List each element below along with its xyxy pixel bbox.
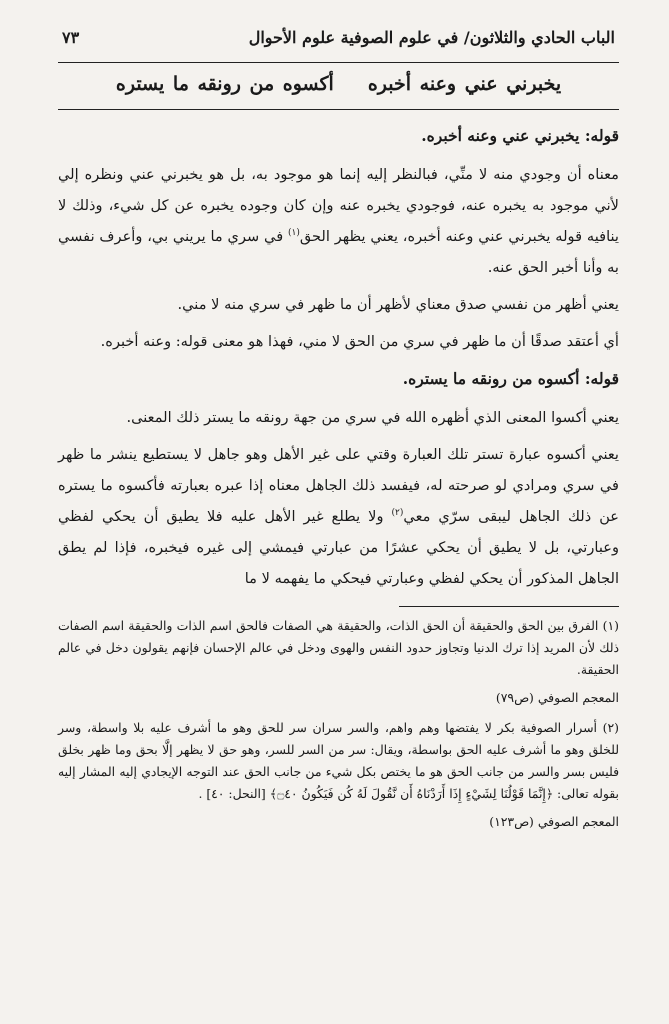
main-text	[58, 120, 619, 594]
footnote-2	[58, 717, 619, 805]
commentary-heading-2: قوله: أكسوه من رونقه ما يستره.	[402, 369, 619, 388]
running-header	[58, 28, 619, 63]
footnote-ref-2[interactable]: (٢)	[391, 508, 404, 519]
footnote-2-source: المعجم الصوفي (ص١٢٣)	[489, 814, 619, 829]
footnote-text: أسرار الصوفية بكر لا يفتضها وهم واهم، والسر سران سر للحق وهو ما أشرف عليه بلا واسطة، وسر للخلق وهو ما أشرف عليه الحق بواسطة، ويقال: سر من السر للسر، وهو حق لا يظهر إلَّا بحق وما ظهر بخلق فليس بسر والسر من جانب الحق هو ما يختص بكل شيء من جانب الحق عند التوجه الإيجادي إليه المشار إليه بقوله تعالى: ﴿إِنَّمَا قَوْلُنَا لِشَيْءٍ إِذَا أَرَدْنَاهُ أَن نَّقُولَ لَهُ كُن فَيَكُونُ ۝٤٠﴾ [النحل: ٤٠] .	[58, 720, 619, 801]
verse-hemistich-right: يخبرني عني وعنه أخبره	[367, 73, 562, 95]
verse-hemistich-left: أكسوه من رونقه ما يستره	[115, 73, 334, 95]
footnote-text: الفرق بين الحق والحقيقة أن الحق الذات، والحقيقة هي الصفات فالحق اسم الذات والحقيقة اسم الصفات ذلك لأن المريد إذا ترك الدنيا وتجاوز حدود النفس والهوى ودخل في عالم الإحسان فإنهم يقولون دخل في عالم الحقيقة.	[58, 618, 619, 677]
footnote-1	[58, 615, 619, 681]
paragraph-3: أي أعتقد صدقًا أن ما ظهر في سري من الحق لا مني، فهذا هو معنى قوله: وعنه أخبره.	[100, 333, 619, 350]
paragraph-5: يعني أكسوه عبارة تستر تلك العبارة وقتي على غير الأهل وهو جاهل لا يستطيع ينشر ما ظهر في سري ومرادي لو صرحته له، فيفسد ذلك الجاهل معناه إذا عبره بعبارته فأكسوه ما يستره عن ذلك الجاهل ليبقى سرّي معي$^{(٢)}$ ولا يطلع غير الأهل عليه فلا يطيق أن يحكي لفظي وعبارتي، بل لا يطيق أن يحكي عشرًا من عبارتي فيمشي إلى غيره فيخبره، فإذا لم يطق الجاهل المذكور أن يحكي لفظي وعبارتي فيحكي ما يفهمه لا ما	[58, 446, 620, 587]
paragraph-1: معناه أن وجودي منه لا منِّي، فبالنظر إليه إنما هو موجود به، بل هو يخبرني عني ونظره إلي لأني موجود به يخبره عنه، فوجودي يخبره عنه وإن كان وجوده يخبره عن كل شيء، وذلك لا ينافيه قوله يخبرني عني وعنه أخبره، يعني يظهر الحق$^{(١)}$ في سري ما يريني بي، وأعرف نفسي به وأنا أخبر الحق عنه.	[58, 166, 619, 276]
footnote-1-source: المعجم الصوفي (ص٧٩)	[495, 690, 619, 705]
footnote-number: (١)	[602, 618, 619, 633]
page-number: ٧٣	[62, 28, 80, 47]
commentary-heading-1: قوله: يخبرني عني وعنه أخبره.	[421, 126, 619, 145]
paragraph-2: يعني أظهر من نفسي صدق معناي لأظهر أن ما ظهر في سري منه لا مني.	[177, 296, 619, 313]
poetry-verse	[58, 63, 619, 110]
footnote-divider	[399, 606, 619, 607]
footnotes	[58, 615, 619, 833]
chapter-title: الباب الحادي والثلاثون/ في علوم الصوفية علوم الأحوال	[248, 28, 615, 47]
paragraph-4: يعني أكسوا المعنى الذي أظهره الله في سري من جهة رونقه ما يستر ذلك المعنى.	[126, 409, 619, 426]
footnote-number: (٢)	[602, 720, 619, 735]
footnote-ref-1[interactable]: (١)	[287, 228, 300, 239]
book-page	[58, 28, 619, 1004]
